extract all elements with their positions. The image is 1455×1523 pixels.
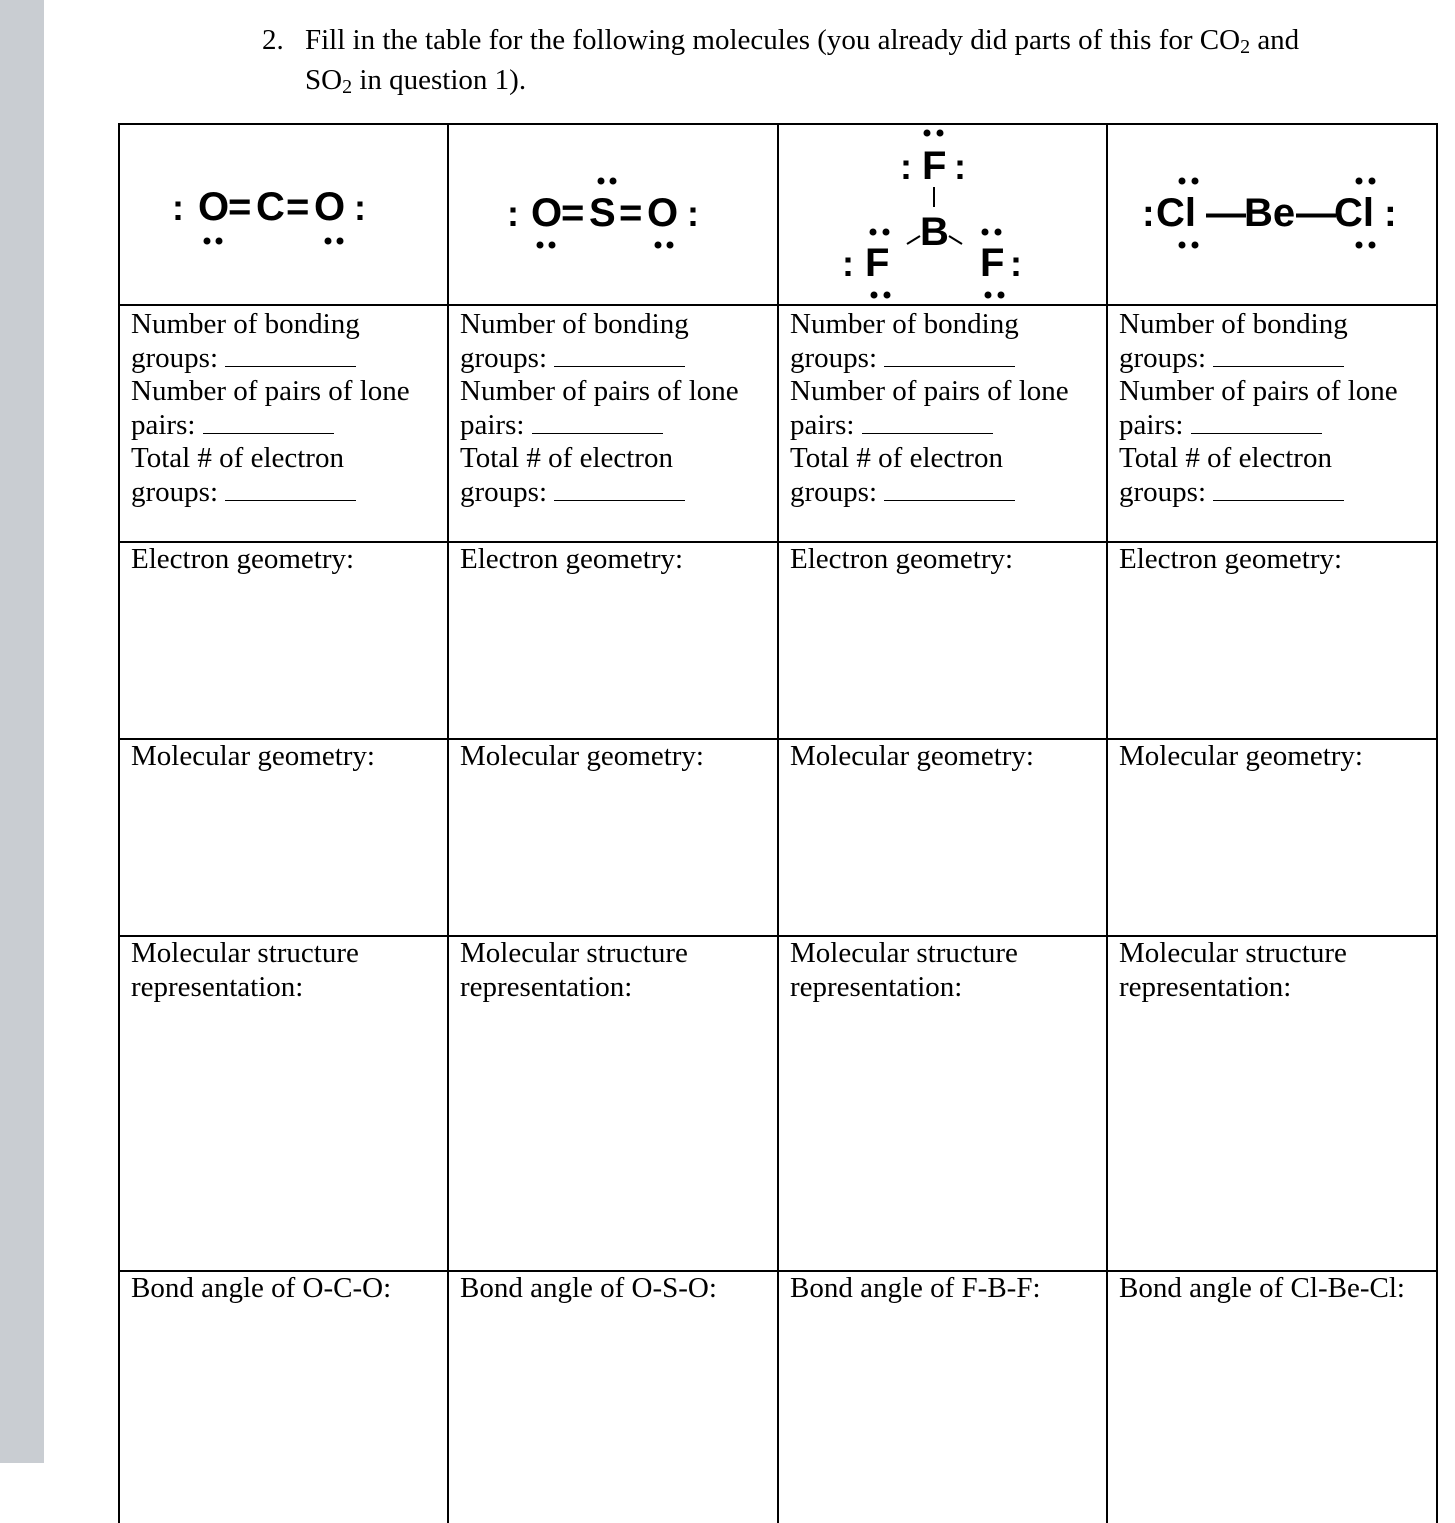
single-bond	[949, 236, 962, 244]
atom-symbol: F	[922, 144, 947, 188]
total-groups-label-cont: groups:	[460, 475, 547, 508]
total-groups-blank[interactable]	[1213, 478, 1344, 501]
molecular-structure-cell[interactable]	[790, 937, 1105, 1004]
lone-pairs-label: Number of pairs of lone	[131, 375, 410, 407]
electron-geometry-cell[interactable]: Electron geometry:	[790, 543, 1014, 575]
bonding-groups-blank[interactable]	[554, 344, 685, 367]
atom-symbol: O	[647, 191, 679, 235]
lone-pairs-blank[interactable]	[532, 411, 663, 434]
molecular-structure-cell[interactable]	[460, 937, 775, 1004]
bond-symbol: —	[1206, 191, 1246, 235]
electron-count-cell	[460, 308, 775, 509]
atom-symbol: F	[865, 241, 890, 285]
lone-pair-dot	[998, 292, 1005, 299]
atom-symbol: Cl	[1156, 191, 1196, 235]
bond-symbol: =	[286, 185, 310, 229]
lone-pair-dot	[667, 242, 674, 249]
bonding-groups-label-cont: groups:	[1119, 341, 1206, 374]
lone-pair-dot	[216, 238, 223, 245]
lone-pair-colon: :	[900, 146, 912, 187]
bond-angle-cell[interactable]: Bond angle of O-S-O:	[460, 1272, 717, 1304]
question-number: 2.	[262, 24, 284, 56]
structure-label-cont: representation:	[1119, 970, 1292, 1003]
molecular-structure-cell[interactable]	[131, 937, 446, 1004]
atom-symbol: C	[256, 185, 285, 229]
electron-count-cell	[1119, 308, 1434, 509]
lone-pair-dot	[537, 242, 544, 249]
lone-pair-colon: :	[172, 187, 184, 228]
structure-label: Molecular structure	[131, 937, 359, 969]
so2-lewis-structure	[503, 168, 733, 258]
bonding-groups-blank[interactable]	[225, 344, 356, 367]
bond-angle-cell[interactable]: Bond angle of Cl-Be-Cl:	[1119, 1272, 1405, 1304]
bond-symbol: =	[228, 185, 252, 229]
lone-pair-dot	[982, 229, 989, 236]
molecular-geometry-cell[interactable]: Molecular geometry:	[460, 740, 704, 772]
lone-pair-colon: :	[687, 193, 699, 234]
lone-pair-dot	[1369, 242, 1376, 249]
lone-pairs-label-cont: pairs:	[131, 408, 196, 441]
lone-pair-dot	[1179, 242, 1186, 249]
lone-pair-dot	[1356, 178, 1363, 185]
total-groups-label-cont: groups:	[131, 475, 218, 508]
bond-symbol: —	[1296, 191, 1336, 235]
lone-pair-dot	[995, 229, 1002, 236]
lone-pairs-label: Number of pairs of lone	[1119, 375, 1398, 407]
so2-formula: SO	[305, 64, 343, 96]
lone-pair-dot	[870, 229, 877, 236]
column-divider	[1106, 123, 1108, 1523]
lone-pairs-label-cont: pairs:	[460, 408, 525, 441]
column-divider	[118, 123, 120, 1523]
atom-symbol: Cl	[1334, 191, 1374, 235]
becl2-lewis-structure	[1140, 168, 1420, 258]
lone-pair-dot	[937, 130, 944, 137]
bond-angle-cell[interactable]: Bond angle of F-B-F:	[790, 1272, 1041, 1304]
question-text-end: in question 1).	[352, 64, 527, 96]
bf3-lewis-structure	[840, 123, 1050, 304]
structure-label: Molecular structure	[790, 937, 1018, 969]
column-divider	[777, 123, 779, 1523]
lone-pair-dot	[204, 238, 211, 245]
bonding-groups-blank[interactable]	[884, 344, 1015, 367]
structure-label-cont: representation:	[131, 970, 304, 1003]
lone-pair-dot	[1356, 242, 1363, 249]
total-groups-label-cont: groups:	[1119, 475, 1206, 508]
atom-symbol: O	[198, 185, 230, 229]
lone-pair-colon: :	[954, 146, 966, 187]
lone-pair-dot	[871, 292, 878, 299]
lone-pair-dot	[1192, 242, 1199, 249]
electron-count-cell	[131, 308, 446, 509]
lone-pair-dot	[985, 292, 992, 299]
total-groups-blank[interactable]	[884, 478, 1015, 501]
so2-subscript: 2	[342, 76, 353, 98]
question-text-and: and	[1250, 24, 1300, 56]
atom-symbol: O	[314, 185, 346, 229]
lone-pair-colon: :	[354, 187, 366, 228]
atom-symbol: O	[531, 191, 563, 235]
column-divider	[447, 123, 449, 1523]
left-margin-bar	[0, 0, 44, 1463]
electron-geometry-cell[interactable]: Electron geometry:	[460, 543, 684, 575]
single-bond	[907, 236, 920, 244]
lone-pairs-label-cont: pairs:	[790, 408, 855, 441]
bond-symbol: =	[561, 191, 585, 235]
atom-symbol: Be	[1244, 191, 1296, 235]
lone-pair-dot	[924, 130, 931, 137]
lone-pair-dot	[655, 242, 662, 249]
total-groups-blank[interactable]	[225, 478, 356, 501]
molecular-geometry-cell[interactable]: Molecular geometry:	[790, 740, 1034, 772]
lone-pair-dot	[610, 178, 617, 185]
bonding-groups-label-cont: groups:	[790, 341, 877, 374]
total-groups-label: Total # of electron	[131, 442, 344, 474]
question-text	[305, 24, 1405, 104]
total-groups-label: Total # of electron	[1119, 442, 1332, 474]
bond-symbol: =	[619, 191, 643, 235]
structure-label-cont: representation:	[790, 970, 963, 1003]
lone-pair-colon: :	[1384, 193, 1397, 235]
lone-pair-dot	[337, 238, 344, 245]
co2-subscript: 2	[1240, 36, 1251, 58]
electron-count-cell	[790, 308, 1105, 509]
structure-label: Molecular structure	[1119, 937, 1347, 969]
lone-pair-dot	[325, 238, 332, 245]
lone-pair-dot	[884, 292, 891, 299]
lone-pairs-blank[interactable]	[1191, 411, 1322, 434]
lone-pairs-blank[interactable]	[203, 411, 334, 434]
lone-pair-dot	[1192, 178, 1199, 185]
bonding-groups-label: Number of bonding	[1119, 308, 1348, 340]
bond-angle-cell[interactable]: Bond angle of O-C-O:	[131, 1272, 392, 1304]
lone-pairs-label: Number of pairs of lone	[460, 375, 739, 407]
total-groups-blank[interactable]	[554, 478, 685, 501]
column-divider	[1436, 123, 1438, 1523]
lone-pair-dot	[883, 229, 890, 236]
atom-symbol: S	[589, 191, 616, 235]
lone-pair-dot	[1179, 178, 1186, 185]
lone-pair-dot	[549, 242, 556, 249]
lone-pair-colon: :	[842, 243, 854, 284]
question-text-part: Fill in the table for the following molecules (you already did parts of this for CO	[305, 24, 1241, 56]
electron-geometry-cell[interactable]: Electron geometry:	[1119, 543, 1343, 575]
molecule-table	[118, 123, 1438, 1523]
lone-pair-colon: :	[1142, 193, 1155, 235]
total-groups-label: Total # of electron	[460, 442, 673, 474]
co2-lewis-structure	[168, 178, 398, 258]
bonding-groups-label: Number of bonding	[131, 308, 360, 340]
electron-geometry-cell[interactable]: Electron geometry:	[131, 543, 355, 575]
molecular-geometry-cell[interactable]: Molecular geometry:	[131, 740, 375, 772]
lone-pair-dot	[1369, 178, 1376, 185]
atom-symbol: F	[980, 241, 1005, 285]
lone-pair-colon: :	[1010, 243, 1022, 284]
lone-pair-dot	[598, 178, 605, 185]
bonding-groups-label: Number of bonding	[790, 308, 1019, 340]
atom-symbol: B	[920, 210, 949, 254]
bonding-groups-label-cont: groups:	[131, 341, 218, 374]
lone-pairs-blank[interactable]	[862, 411, 993, 434]
molecular-structure-cell[interactable]	[1119, 937, 1434, 1004]
structure-label: Molecular structure	[460, 937, 688, 969]
total-groups-label: Total # of electron	[790, 442, 1003, 474]
lone-pair-colon: :	[507, 193, 519, 234]
total-groups-label-cont: groups:	[790, 475, 877, 508]
lone-pairs-label-cont: pairs:	[1119, 408, 1184, 441]
bonding-groups-blank[interactable]	[1213, 344, 1344, 367]
lone-pairs-label: Number of pairs of lone	[790, 375, 1069, 407]
bonding-groups-label: Number of bonding	[460, 308, 689, 340]
structure-label-cont: representation:	[460, 970, 633, 1003]
molecular-geometry-cell[interactable]: Molecular geometry:	[1119, 740, 1363, 772]
bonding-groups-label-cont: groups:	[460, 341, 547, 374]
